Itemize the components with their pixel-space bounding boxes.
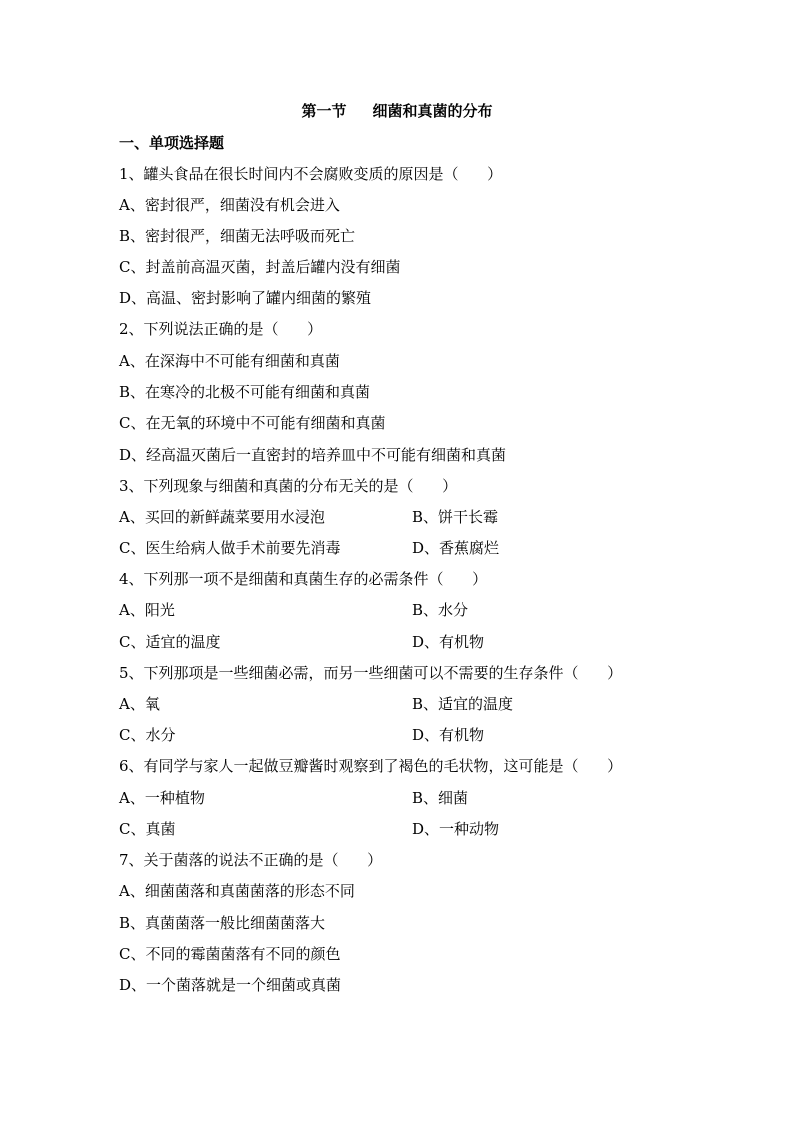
question-7-option-a: A、细菌菌落和真菌菌落的形态不同 (119, 882, 355, 900)
question-2-option-c: C、在无氧的环境中不可能有细菌和真菌 (119, 414, 386, 432)
question-3-option-b: B、饼干长霉 (412, 508, 499, 526)
question-5-option-c: C、水分 (119, 726, 176, 744)
question-1-option-b: B、密封很严，细菌无法呼吸而死亡 (119, 227, 356, 245)
question-4-option-d: D、有机物 (412, 633, 485, 651)
question-4-option-b: B、水分 (412, 601, 469, 619)
question-3-option-d: D、香蕉腐烂 (412, 539, 500, 557)
question-5-option-d: D、有机物 (412, 726, 485, 744)
question-1-stem: 1、罐头食品在很长时间内不会腐败变质的原因是（ ） (119, 165, 503, 183)
question-1-option-c: C、封盖前高温灭菌，封盖后罐内没有细菌 (119, 258, 401, 276)
question-1-option-d: D、高温、密封影响了罐内细菌的繁殖 (119, 289, 372, 307)
question-3-option-c: C、医生给病人做手术前要先消毒 (119, 539, 341, 557)
question-2-option-a: A、在深海中不可能有细菌和真菌 (119, 352, 340, 370)
question-3-stem: 3、下列现象与细菌和真菌的分布无关的是（ ） (119, 477, 458, 495)
question-4-option-a: A、阳光 (119, 601, 175, 619)
question-2-option-d: D、经高温灭菌后一直密封的培养皿中不可能有细菌和真菌 (119, 446, 507, 464)
section-heading: 一、单项选择题 (119, 134, 225, 152)
question-7-option-c: C、不同的霉菌菌落有不同的颜色 (119, 945, 341, 963)
question-2-option-b: B、在寒冷的北极不可能有细菌和真菌 (119, 383, 371, 401)
question-2-stem: 2、下列说法正确的是（ ） (119, 320, 323, 338)
question-4-stem: 4、下列那一项不是细菌和真菌生存的必需条件（ ） (119, 570, 488, 588)
question-4-option-c: C、适宜的温度 (119, 633, 221, 651)
question-6-option-a: A、一种植物 (119, 789, 205, 807)
question-5-option-a: A、氧 (119, 695, 160, 713)
question-3-option-a: A、买回的新鲜蔬菜要用水浸泡 (119, 508, 325, 526)
question-5-stem: 5、下列那项是一些细菌必需，而另一些细菌可以不需要的生存条件（ ） (119, 664, 623, 682)
question-6-stem: 6、有同学与家人一起做豆瓣酱时观察到了褐色的毛状物，这可能是（ ） (119, 757, 623, 775)
question-6-option-c: C、真菌 (119, 820, 176, 838)
question-7-option-d: D、一个菌落就是一个细菌或真菌 (119, 976, 342, 994)
question-5-option-b: B、适宜的温度 (412, 695, 514, 713)
question-7-option-b: B、真菌菌落一般比细菌菌落大 (119, 914, 326, 932)
question-6-option-b: B、细菌 (412, 789, 469, 807)
question-7-stem: 7、关于菌落的说法不正确的是（ ） (119, 851, 383, 869)
question-6-option-d: D、一种动物 (412, 820, 500, 838)
question-1-option-a: A、密封很严，细菌没有机会进入 (119, 196, 340, 214)
page-title: 第一节 细菌和真菌的分布 (301, 102, 493, 120)
